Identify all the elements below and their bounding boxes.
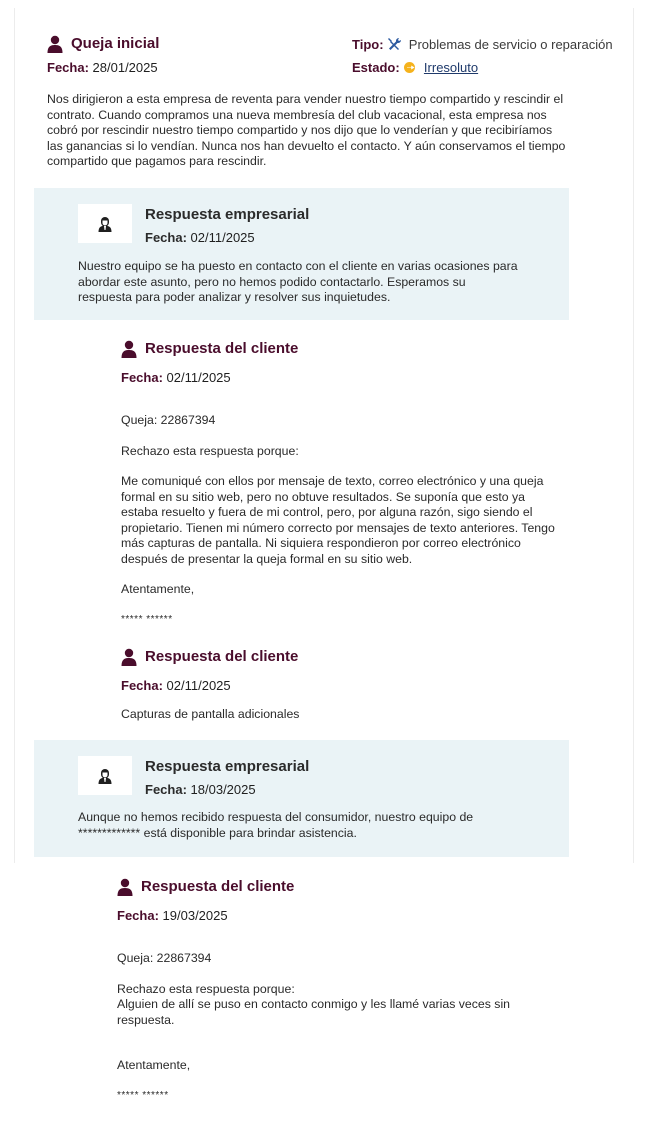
hand-pointer-icon (403, 61, 416, 74)
type-value: Problemas de servicio o reparación (408, 37, 613, 52)
date-label: Fecha: (47, 60, 89, 75)
business-avatar (78, 204, 132, 243)
complaint-type (352, 37, 613, 53)
complaint-status (352, 60, 478, 76)
business-response-text: Aunque no hemos recibido respuesta del consumidor, nuestro equipo de ************* está disponible para brindar asistencia. (78, 810, 474, 840)
status-link[interactable]: Irresoluto (423, 60, 479, 75)
date-label: Fecha: (121, 370, 163, 385)
date-value: 19/03/2025 (162, 908, 228, 923)
signature: ***** ****** (117, 1090, 169, 1101)
date-value: 02/11/2025 (190, 230, 255, 245)
customer-response-1-heading (121, 340, 298, 358)
customer-response-title: Respuesta del cliente (145, 648, 299, 665)
date-label: Fecha: (121, 678, 163, 693)
customer-response-text: Alguien de allí se puso en contacto conmigo y les llamé varias veces sin respuesta. (117, 997, 511, 1027)
date-value: 18/03/2025 (190, 782, 256, 797)
date-value: 02/11/2025 (166, 678, 231, 693)
business-response-text: Nuestro equipo se ha puesto en contacto con el cliente en varias ocasiones para abordar este asunto, pero no hemos podido contactarlo. Esperamos su respuesta para poder analizar y resolver sus inquietudes. (78, 259, 518, 304)
business-response-title: Respuesta empresarial (145, 206, 310, 223)
customer-response-2-date (121, 678, 231, 694)
closing: Atentamente, (117, 1058, 191, 1072)
reject-line: Rechazo esta respuesta porque: (117, 982, 295, 996)
status-label: Estado: (352, 60, 400, 75)
business-response-date (145, 230, 255, 246)
date-label: Fecha: (145, 782, 187, 797)
complaint-reference: Queja: 22867394 (117, 951, 212, 965)
business-response-title: Respuesta empresarial (145, 758, 310, 775)
reject-line: Rechazo esta respuesta porque: (121, 444, 299, 458)
complaint-heading (47, 35, 159, 53)
customer-response-2-heading (121, 648, 298, 666)
closing: Atentamente, (121, 582, 195, 596)
business-response-1 (34, 188, 569, 320)
person-icon (121, 340, 137, 358)
date-value: 02/11/2025 (166, 370, 231, 385)
complaint-text: Nos dirigieron a esta empresa de reventa para vender nuestro tiempo compartido y rescindir el contrato. Cuando compramos una nueva membresía del club vacacional, esta empresa nos cobró por rescindir nuestro tiempo compartido y nos dijo que lo venderían y que recibiríamos las ganancias si lo vendían. Nunca nos han devuelto el contacto. Y aún conservamos el tiempo compartido que pagamos para rescindir. (47, 92, 566, 168)
person-icon (117, 878, 133, 896)
business-person-icon (97, 768, 113, 784)
type-label: Tipo: (352, 37, 384, 52)
business-avatar (78, 756, 132, 795)
date-label: Fecha: (117, 908, 159, 923)
complaint-reference: Queja: 22867394 (121, 413, 216, 427)
signature: ***** ****** (121, 614, 173, 625)
complaint-date (47, 60, 158, 76)
customer-response-3-date (117, 908, 228, 924)
date-label: Fecha: (145, 230, 187, 245)
person-icon (121, 648, 137, 666)
wrench-screwdriver-icon (387, 37, 401, 51)
customer-response-3-heading (117, 878, 294, 896)
customer-response-text: Me comuniqué con ellos por mensaje de texto, correo electrónico y una queja formal en su sitio web, pero no obtuve resultados. Se suponía que esto ya estaba resuelto y fuera de mi control, pero, por alguna razón, sigo siendo el propietario. Tienen mi número correcto por mensajes de texto anteriores. Tengo más capturas de pantalla. Ni siquiera respondieron por correo electrónico después de presentar la queja formal en su sitio web. (121, 474, 555, 566)
date-value: 28/01/2025 (92, 60, 158, 75)
customer-response-title: Respuesta del cliente (145, 340, 299, 357)
customer-response-text: Capturas de pantalla adicionales (121, 707, 300, 721)
complaint-title: Queja inicial (71, 35, 160, 52)
customer-response-title: Respuesta del cliente (141, 878, 295, 895)
business-response-date (145, 782, 256, 798)
business-response-2 (34, 740, 569, 857)
person-icon (47, 35, 63, 53)
business-person-icon (97, 216, 113, 232)
customer-response-1-date (121, 370, 231, 386)
